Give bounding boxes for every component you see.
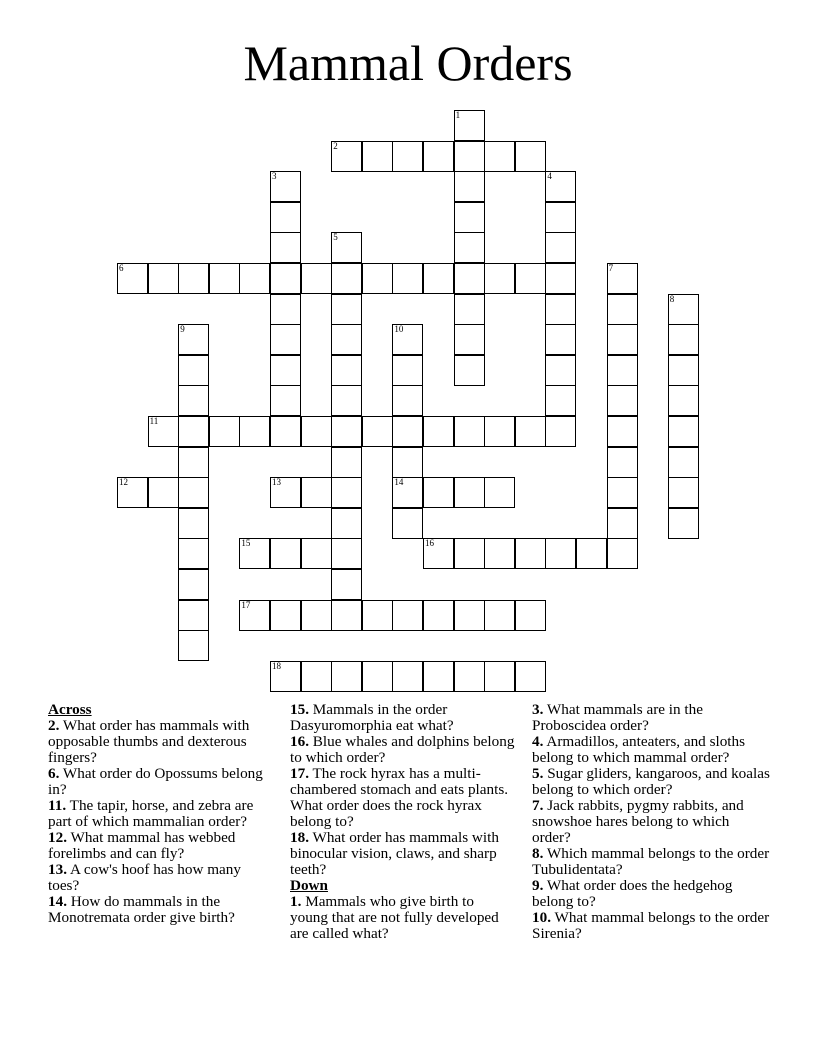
cell-number: 13: [272, 477, 281, 488]
grid-cell[interactable]: [178, 447, 209, 478]
grid-cell[interactable]: [270, 202, 301, 233]
grid-cell[interactable]: [270, 477, 301, 508]
grid-cell[interactable]: [607, 355, 638, 386]
grid-cell[interactable]: [301, 263, 332, 294]
grid-cell[interactable]: [239, 538, 270, 569]
grid-cell[interactable]: [607, 538, 638, 569]
grid-cell[interactable]: [607, 385, 638, 416]
grid-cell[interactable]: [668, 416, 699, 447]
grid-cell[interactable]: [270, 263, 301, 294]
grid-cell[interactable]: [454, 661, 485, 692]
grid-cell[interactable]: [545, 202, 576, 233]
grid-cell[interactable]: [423, 141, 454, 172]
grid-cell[interactable]: [331, 294, 362, 325]
grid-cell[interactable]: [392, 263, 423, 294]
grid-cell[interactable]: [331, 355, 362, 386]
grid-cell[interactable]: [178, 324, 209, 355]
clue-text: How do mammals in the Monotremata order give birth?: [48, 893, 235, 926]
grid-cell[interactable]: [545, 538, 576, 569]
grid-cell[interactable]: [515, 661, 546, 692]
grid-cell[interactable]: [331, 600, 362, 631]
grid-cell[interactable]: [178, 477, 209, 508]
grid-cell[interactable]: [178, 355, 209, 386]
grid-cell[interactable]: [209, 263, 240, 294]
grid-cell[interactable]: [239, 416, 270, 447]
clue-number: 18.: [290, 829, 309, 846]
grid-cell[interactable]: [668, 385, 699, 416]
clues-column-2: [290, 702, 515, 942]
grid-cell[interactable]: [423, 416, 454, 447]
cell-number: 14: [394, 477, 404, 488]
grid-cell[interactable]: [239, 600, 270, 631]
grid-cell[interactable]: [515, 538, 546, 569]
grid-cell[interactable]: [515, 416, 546, 447]
grid-cell[interactable]: [515, 263, 546, 294]
grid-cell[interactable]: [668, 447, 699, 478]
grid-cell[interactable]: [178, 630, 209, 661]
cell-number: 18: [272, 660, 281, 671]
cell-number: 1: [455, 110, 461, 120]
clue-text: What order does the hedgehog belong to?: [532, 877, 733, 910]
grid-cell[interactable]: [423, 600, 454, 631]
clue-number: 7.: [532, 797, 544, 814]
clue-text: The rock hyrax has a multi-chambered stomach and eats plants. What order does the rock hyrax belong to?: [290, 765, 509, 830]
clue-text: The tapir, horse, and zebra are part of which mammalian order?: [48, 797, 254, 830]
grid-cell[interactable]: [668, 294, 699, 325]
grid-cell[interactable]: [607, 416, 638, 447]
clue-number: 14.: [48, 893, 67, 910]
grid-cell[interactable]: [392, 416, 423, 447]
grid-cell[interactable]: [178, 385, 209, 416]
grid-cell[interactable]: [331, 508, 362, 539]
puzzle-title: Mammal Orders: [243, 35, 573, 91]
down-clue-1: [290, 894, 515, 942]
grid-cell[interactable]: [545, 294, 576, 325]
grid-cell[interactable]: [270, 600, 301, 631]
cell-number: 10: [394, 324, 404, 335]
across-clue-13: [48, 862, 270, 894]
cell-number: 16: [425, 538, 434, 549]
grid-cell[interactable]: [270, 232, 301, 263]
grid-cell[interactable]: [484, 477, 515, 508]
grid-cell[interactable]: [607, 324, 638, 355]
grid-cell[interactable]: [331, 232, 362, 263]
clues-column-3: [532, 702, 770, 942]
clue-text: Blue whales and dolphins belong to which order?: [290, 733, 515, 766]
across-clue-16: [290, 734, 515, 766]
grid-cell[interactable]: [423, 661, 454, 692]
cell-number: 15: [241, 538, 251, 549]
grid-cell[interactable]: [454, 202, 485, 233]
grid-cell[interactable]: [270, 294, 301, 325]
grid-cell[interactable]: [423, 538, 454, 569]
clue-number: 17.: [290, 765, 309, 782]
grid-cell[interactable]: [331, 385, 362, 416]
grid-cell[interactable]: [668, 324, 699, 355]
grid-cell[interactable]: [331, 569, 362, 600]
grid-cell[interactable]: [545, 232, 576, 263]
grid-cell[interactable]: [362, 416, 393, 447]
clue-text: What mammal has webbed forelimbs and can fly?: [48, 829, 236, 862]
clues-column-1: [48, 702, 270, 926]
grid-cell[interactable]: [331, 416, 362, 447]
grid-cell[interactable]: [454, 232, 485, 263]
grid-cell[interactable]: [515, 141, 546, 172]
grid-cell[interactable]: [454, 141, 485, 172]
clue-text: What mammal belongs to the order Sirenia?: [532, 909, 770, 942]
clue-text: Armadillos, anteaters, and sloths belong to which mammal order?: [532, 733, 746, 766]
grid-cell[interactable]: [301, 661, 332, 692]
grid-cell[interactable]: [515, 600, 546, 631]
cell-number: 5: [333, 232, 338, 243]
grid-cell[interactable]: [484, 416, 515, 447]
grid-cell[interactable]: [392, 141, 423, 172]
clue-number: 4.: [532, 733, 544, 750]
grid-cell[interactable]: [423, 477, 454, 508]
grid-cell[interactable]: [484, 538, 515, 569]
clue-number: 15.: [290, 701, 309, 718]
grid-cell[interactable]: [545, 385, 576, 416]
cell-number: 7: [608, 263, 614, 273]
grid-cell[interactable]: [270, 416, 301, 447]
grid-cell[interactable]: [331, 661, 362, 692]
grid-cell[interactable]: [454, 263, 485, 294]
cell-number: 4: [547, 171, 552, 182]
grid-cell[interactable]: [178, 263, 209, 294]
cell-number: 9: [180, 324, 185, 335]
grid-cell[interactable]: [484, 600, 515, 631]
across-clue-11: [48, 798, 270, 830]
grid-cell[interactable]: [607, 447, 638, 478]
clue-text: Sugar gliders, kangaroos, and koalas belong to which order?: [532, 765, 770, 798]
grid-cell[interactable]: [607, 263, 638, 294]
across-clue-6: [48, 766, 270, 798]
grid-cell[interactable]: [148, 416, 179, 447]
cell-number: 3: [272, 171, 277, 182]
grid-cell[interactable]: [362, 141, 393, 172]
grid-cell[interactable]: [148, 477, 179, 508]
grid-cell[interactable]: [454, 416, 485, 447]
clue-number: 5.: [532, 765, 544, 782]
clue-number: 16.: [290, 733, 309, 750]
across-clue-14: [48, 894, 270, 926]
clue-number: 8.: [532, 845, 544, 862]
down-clue-8: [532, 846, 770, 878]
grid-cell[interactable]: [392, 600, 423, 631]
grid-cell[interactable]: [270, 355, 301, 386]
grid-cell[interactable]: [607, 294, 638, 325]
grid-cell[interactable]: [484, 141, 515, 172]
down-clue-10: [532, 910, 770, 942]
grid-cell[interactable]: [362, 263, 393, 294]
grid-cell[interactable]: [301, 538, 332, 569]
grid-cell[interactable]: [178, 600, 209, 631]
grid-cell[interactable]: [178, 508, 209, 539]
grid-cell[interactable]: [331, 263, 362, 294]
grid-cell[interactable]: [454, 324, 485, 355]
clue-text: A cow's hoof has how many toes?: [48, 861, 241, 894]
cell-number: 17: [241, 599, 251, 610]
grid-cell[interactable]: [392, 477, 423, 508]
grid-cell[interactable]: [668, 508, 699, 539]
grid-cell[interactable]: [178, 416, 209, 447]
across-clue-15: [290, 702, 515, 734]
grid-cell[interactable]: [454, 600, 485, 631]
grid-cell[interactable]: [178, 569, 209, 600]
grid-cell[interactable]: [301, 477, 332, 508]
grid-cell[interactable]: [331, 447, 362, 478]
grid-cell[interactable]: [148, 263, 179, 294]
clue-text: What order has mammals with opposable thumbs and dexterous fingers?: [48, 717, 250, 766]
grid-cell[interactable]: [392, 508, 423, 539]
grid-cell[interactable]: [331, 538, 362, 569]
grid-cell[interactable]: [270, 385, 301, 416]
across-clue-17: [290, 766, 515, 830]
cell-number: 12: [119, 477, 128, 488]
across-clue-18: [290, 830, 515, 878]
clue-text: Which mammal belongs to the order Tubulidentata?: [532, 845, 770, 878]
clue-text: Mammals in the order Dasyuromorphia eat what?: [290, 701, 454, 734]
grid-cell[interactable]: [331, 324, 362, 355]
grid-cell[interactable]: [454, 477, 485, 508]
grid-cell[interactable]: [454, 171, 485, 202]
grid-cell[interactable]: [270, 661, 301, 692]
clue-number: 12.: [48, 829, 67, 846]
across-header: Across: [48, 701, 92, 718]
clue-number: 6.: [48, 765, 60, 782]
down-clue-9: [532, 878, 770, 910]
clue-number: 2.: [48, 717, 60, 734]
grid-cell[interactable]: [545, 171, 576, 202]
grid-cell[interactable]: [392, 324, 423, 355]
grid-cell[interactable]: [668, 477, 699, 508]
cell-number: 11: [149, 416, 159, 426]
clue-number: 3.: [532, 701, 544, 718]
clue-text: What order do Opossums belong in?: [48, 765, 263, 798]
grid-cell[interactable]: [484, 661, 515, 692]
grid-cell[interactable]: [545, 416, 576, 447]
grid-cell[interactable]: [607, 508, 638, 539]
grid-cell[interactable]: [484, 263, 515, 294]
grid-cell[interactable]: [178, 538, 209, 569]
clue-number: 9.: [532, 877, 544, 894]
grid-cell[interactable]: [607, 477, 638, 508]
clue-text: What mammals are in the Proboscidea order?: [532, 701, 703, 734]
grid-cell[interactable]: [239, 263, 270, 294]
clue-number: 13.: [48, 861, 67, 878]
down-clue-5: [532, 766, 770, 798]
grid-cell[interactable]: [392, 661, 423, 692]
grid-cell[interactable]: [331, 141, 362, 172]
grid-cell[interactable]: [454, 538, 485, 569]
clue-number: 1.: [290, 893, 302, 910]
down-header: Down: [290, 877, 328, 894]
across-clue-12: [48, 830, 270, 862]
down-clue-7: [532, 798, 770, 846]
across-clue-2: [48, 718, 270, 766]
grid-cell[interactable]: [362, 600, 393, 631]
grid-cell[interactable]: [454, 294, 485, 325]
clue-number: 10.: [532, 909, 551, 926]
grid-cell[interactable]: [117, 477, 148, 508]
grid-cell[interactable]: [301, 600, 332, 631]
cell-number: 8: [669, 293, 675, 304]
clue-text: Mammals who give birth to young that are not fully developed are called what?: [290, 893, 499, 942]
grid-cell[interactable]: [454, 110, 485, 141]
grid-cell[interactable]: [392, 355, 423, 386]
cell-number: 6: [119, 263, 124, 273]
grid-cell[interactable]: [331, 477, 362, 508]
grid-cell[interactable]: [545, 324, 576, 355]
grid-cell[interactable]: [270, 324, 301, 355]
grid-cell[interactable]: [392, 385, 423, 416]
grid-cell[interactable]: [545, 355, 576, 386]
clue-text: What order has mammals with binocular vision, claws, and sharp teeth?: [290, 829, 499, 878]
grid-cell[interactable]: [392, 447, 423, 478]
grid-cell[interactable]: [576, 538, 607, 569]
grid-cell[interactable]: [301, 416, 332, 447]
grid-cell[interactable]: [545, 263, 576, 294]
grid-cell[interactable]: [270, 171, 301, 202]
grid-cell[interactable]: [270, 538, 301, 569]
grid-cell[interactable]: [209, 416, 240, 447]
grid-cell[interactable]: [362, 661, 393, 692]
clue-number: 11.: [48, 797, 67, 814]
clue-text: Jack rabbits, pygmy rabbits, and snowshoe hares belong to which order?: [532, 797, 744, 846]
grid-cell[interactable]: [423, 263, 454, 294]
grid-cell[interactable]: [117, 263, 148, 294]
down-clue-3: [532, 702, 770, 734]
grid-cell[interactable]: [668, 355, 699, 386]
grid-cell[interactable]: [454, 355, 485, 386]
cell-number: 2: [333, 140, 338, 151]
down-clue-4: [532, 734, 770, 766]
